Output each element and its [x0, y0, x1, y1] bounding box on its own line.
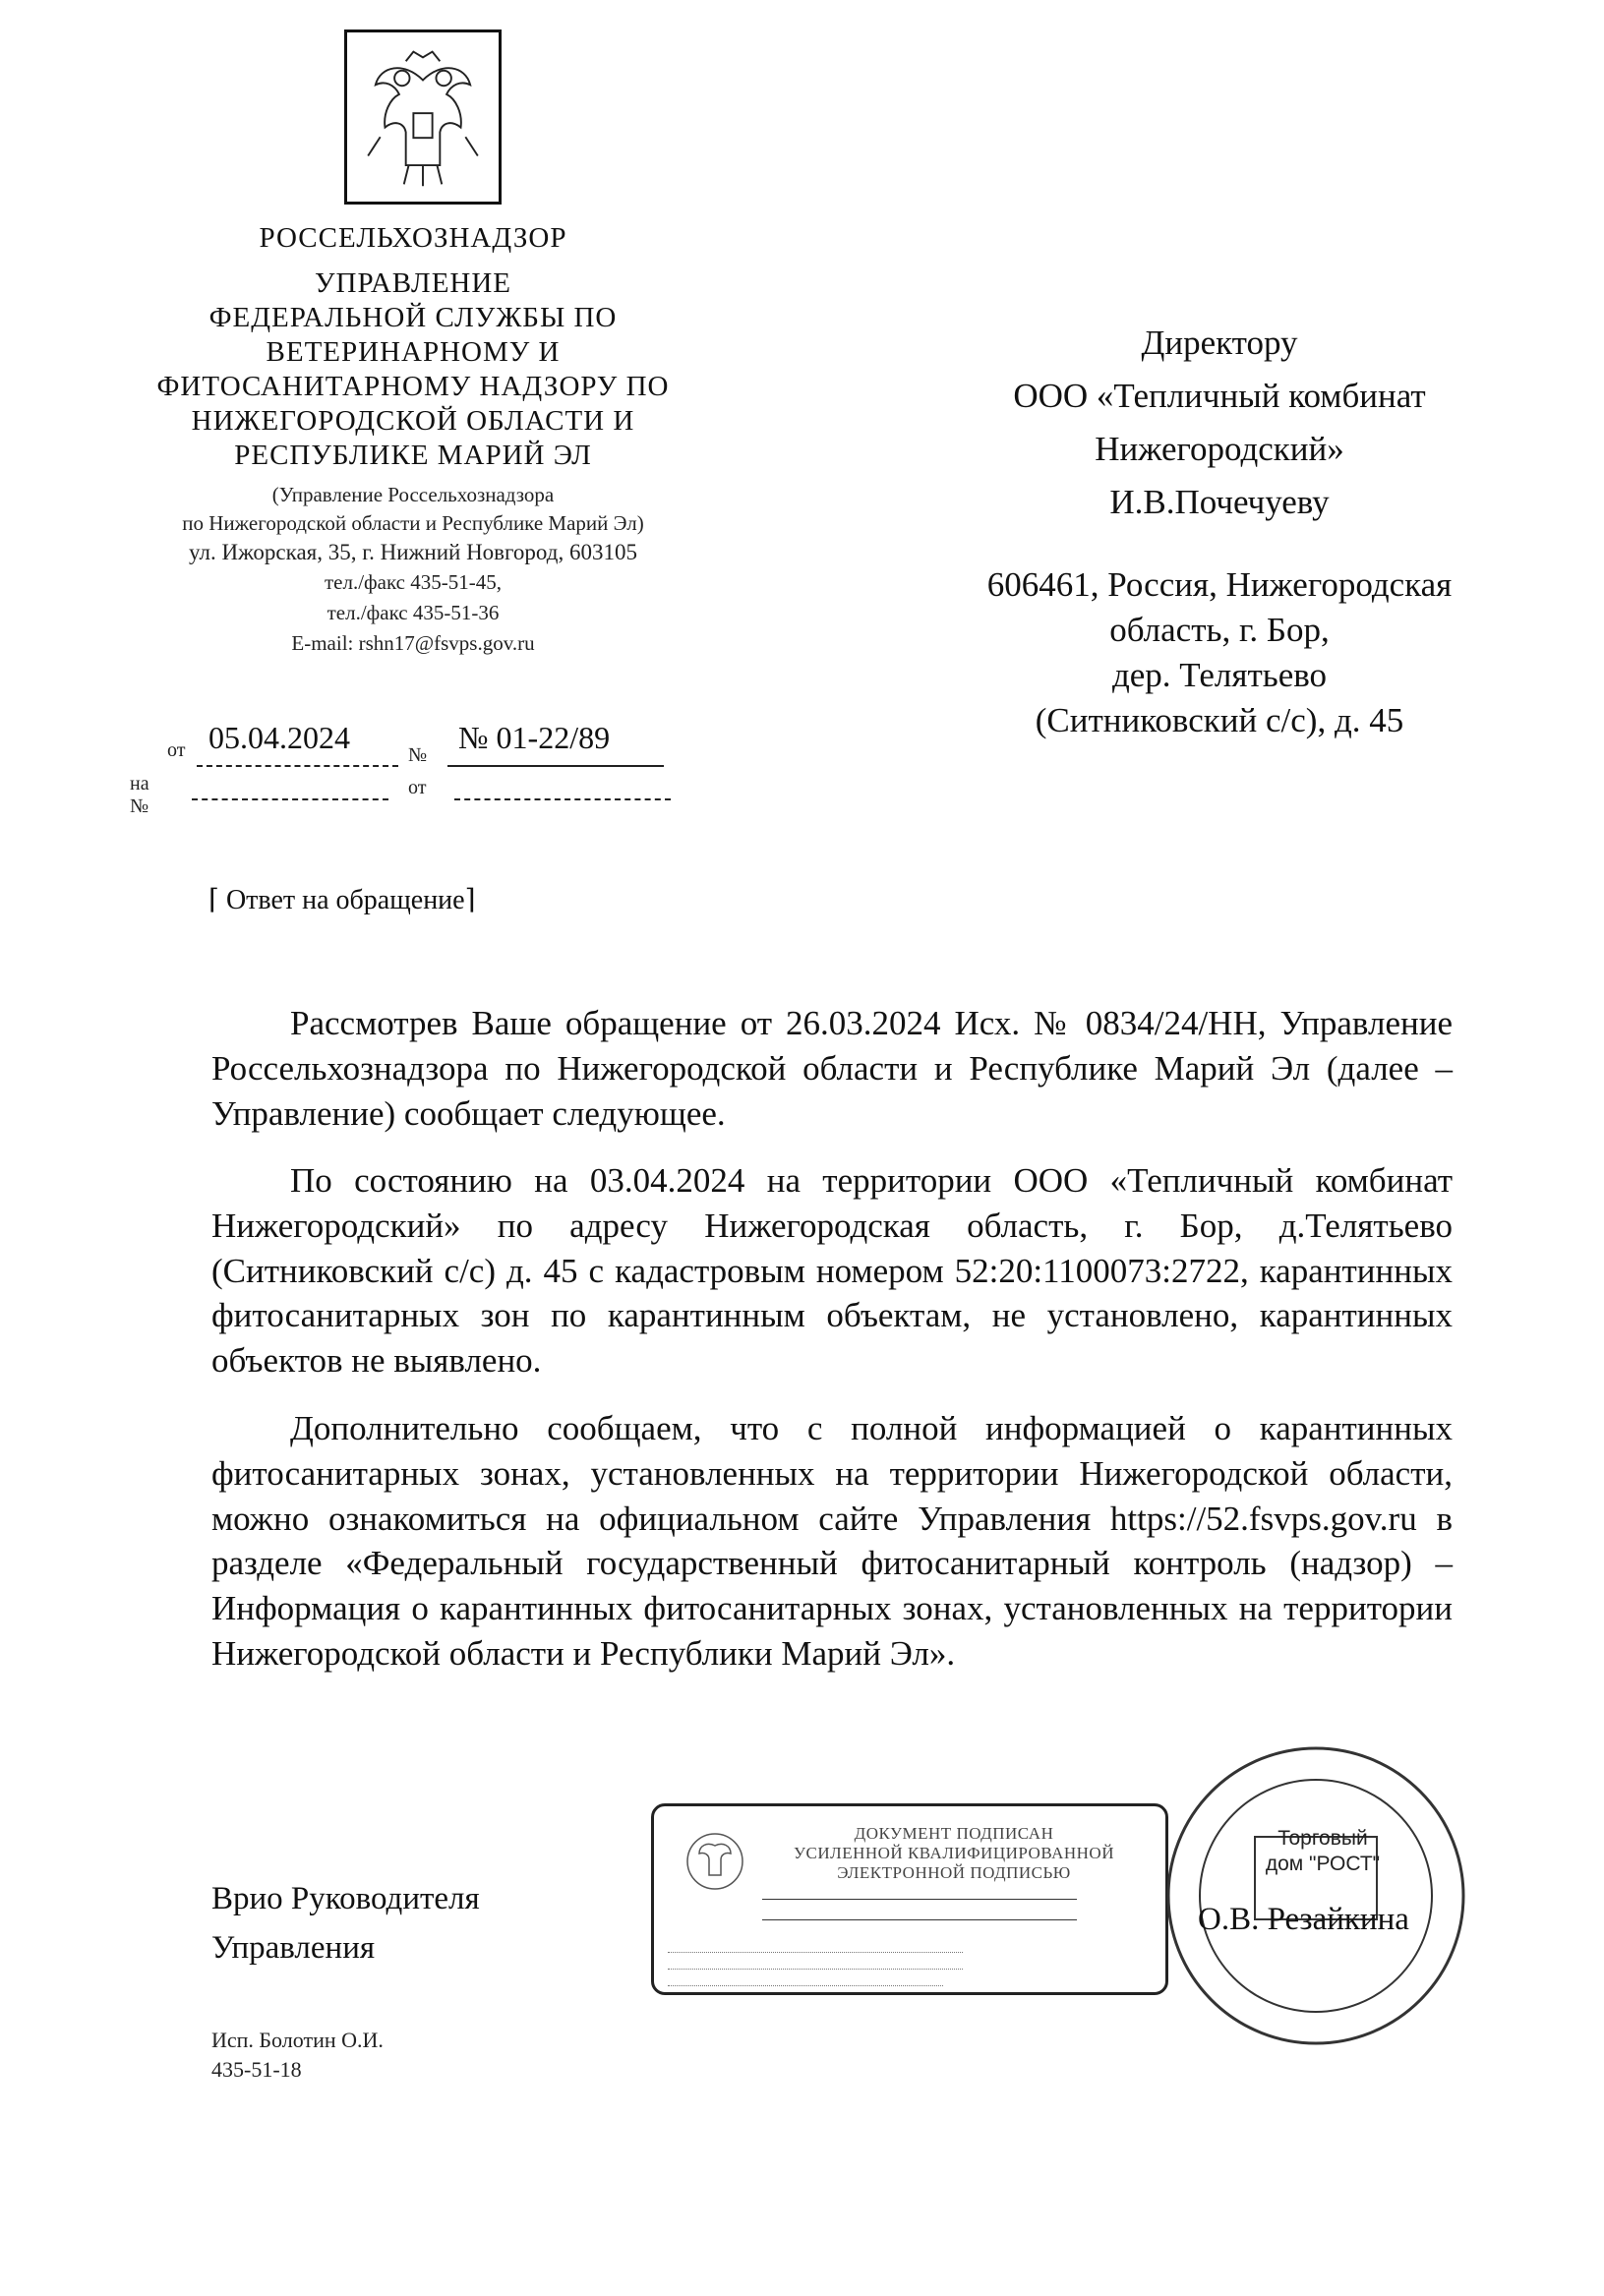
executor-block — [211, 2026, 384, 2082]
date-label: от — [167, 739, 186, 761]
sender-email: E-mail: rshn17@fsvps.gov.ru — [291, 631, 535, 655]
sender-line: ФЕДЕРАЛЬНОЙ СЛУЖБЫ ПО — [208, 302, 618, 333]
body-paragraph-3 — [211, 1406, 1453, 1677]
document-number: № 01-22/89 — [458, 720, 611, 755]
ecp-header: ДОКУМЕНТ ПОДПИСАН УСИЛЕННОЙ КВАЛИФИЦИРОВАННОЙ ЭЛЕКТРОННОЙ ПОДПИСЬЮ — [794, 1824, 1114, 1882]
electronic-signature-stamp — [651, 1803, 1168, 1995]
sender-phone: тел./факс 435-51-45, — [325, 570, 502, 594]
signer-title-line: Управления — [211, 1930, 376, 1966]
sender-line: РЕСПУБЛИКЕ МАРИЙ ЭЛ — [234, 440, 592, 471]
in-reply-number-line — [192, 798, 388, 800]
sender-address: ул. Ижорская, 35, г. Нижний Новгород, 603105 — [189, 540, 637, 564]
recipient-address: область, г. Бор, — [1109, 611, 1330, 649]
sender-line: ВЕТЕРИНАРНОМУ И — [266, 336, 561, 368]
signer-title-line: Врио Руководителя — [211, 1881, 480, 1916]
paragraph-text: Дополнительно сообщаем, что с полной информацией о карантинных фитосанитарных зонах, установленных на территории Нижегородской области, можно ознакомиться на официальном сайте Управления https://52.fsvps.gov.ru в разделе «Федеральный государственный фитосанитарный контроль (надзор) – Информация о карантинных фитосанитарных зонах, установленных на территории Нижегородской области и Республики Марий Эл». — [211, 1409, 1453, 1673]
recipient-address: (Ситниковский с/с), д. 45 — [1035, 701, 1404, 739]
date-underline — [197, 765, 398, 767]
executor-phone: 435-51-18 — [211, 2057, 302, 2082]
recipient-line: Директору — [1141, 324, 1298, 362]
company-round-stamp-icon — [1158, 1738, 1473, 2053]
subject-bracket-open: ⌈ — [208, 885, 226, 915]
body-paragraph-2 — [211, 1158, 1453, 1383]
recipient-line: Нижегородский» — [1095, 430, 1344, 468]
sender-phone: тел./факс 435-51-36 — [327, 601, 500, 624]
recipient-address: дер. Телятьево — [1111, 656, 1328, 694]
subject-text: Ответ на обращение — [225, 885, 465, 915]
sender-line: ФИТОСАНИТАРНОМУ НАДЗОРУ ПО — [156, 371, 670, 402]
in-reply-number-label: на № — [130, 773, 149, 817]
ecp-certificate-line — [762, 1899, 1077, 1920]
paragraph-text: По состоянию на 03.04.2024 на территории ООО «Тепличный комбинат Нижегородский» по адресу Нижегородская область, г. Бор, д.Телятьево (Ситниковский с/с) д. 45 с кадастровым номером 52:20:1100073:2722, карантинных фитосанитарных зон по карантинным объектам, не установлено, карантинных объектов не выявлено. — [211, 1161, 1453, 1381]
sender-detail: (Управление Россельхознадзора — [271, 483, 555, 506]
sender-block — [118, 222, 708, 662]
subject-bracket-close: ⌉ — [464, 885, 476, 915]
paragraph-text: Рассмотрев Ваше обращение от 26.03.2024 Исх. № 0834/24/НН, Управление Россельхознадзора по Нижегородской области и Республике Марий Эл (далее – Управление) сообщает следующее. — [211, 1004, 1453, 1133]
in-reply-date-line — [454, 798, 671, 800]
sender-agency: РОССЕЛЬХОЗНАДЗОР — [259, 222, 567, 254]
executor-name: Исп. Болотин О.И. — [211, 2028, 384, 2052]
sender-detail: по Нижегородской области и Республике Марий Эл) — [182, 511, 644, 535]
body-paragraph-1 — [211, 1001, 1453, 1136]
eagle-seal-icon — [683, 1830, 746, 1893]
ecp-certificate-info — [668, 1936, 963, 1986]
sender-line: НИЖЕГОРОДСКОЙ ОБЛАСТИ И — [191, 405, 635, 437]
recipient-block — [954, 317, 1485, 743]
coat-of-arms-emblem — [344, 29, 502, 205]
in-reply-date-label: от — [408, 777, 427, 798]
number-label: № — [408, 744, 428, 766]
double-headed-eagle-icon — [347, 32, 499, 202]
recipient-address: 606461, Россия, Нижегородская — [986, 565, 1453, 604]
stamp-text: Торговый дом "РОСТ" — [1265, 1827, 1381, 1875]
recipient-line: ООО «Тепличный комбинат — [1013, 377, 1426, 415]
document-date: 05.04.2024 — [208, 720, 350, 755]
signer-title — [211, 1874, 480, 1972]
signer-name: О.В. Резайкина — [1198, 1902, 1409, 1937]
sender-line: УПРАВЛЕНИЕ — [314, 267, 512, 299]
subject-line — [208, 883, 476, 916]
recipient-name: И.В.Почечуеву — [1109, 483, 1330, 521]
number-underline — [447, 765, 664, 767]
